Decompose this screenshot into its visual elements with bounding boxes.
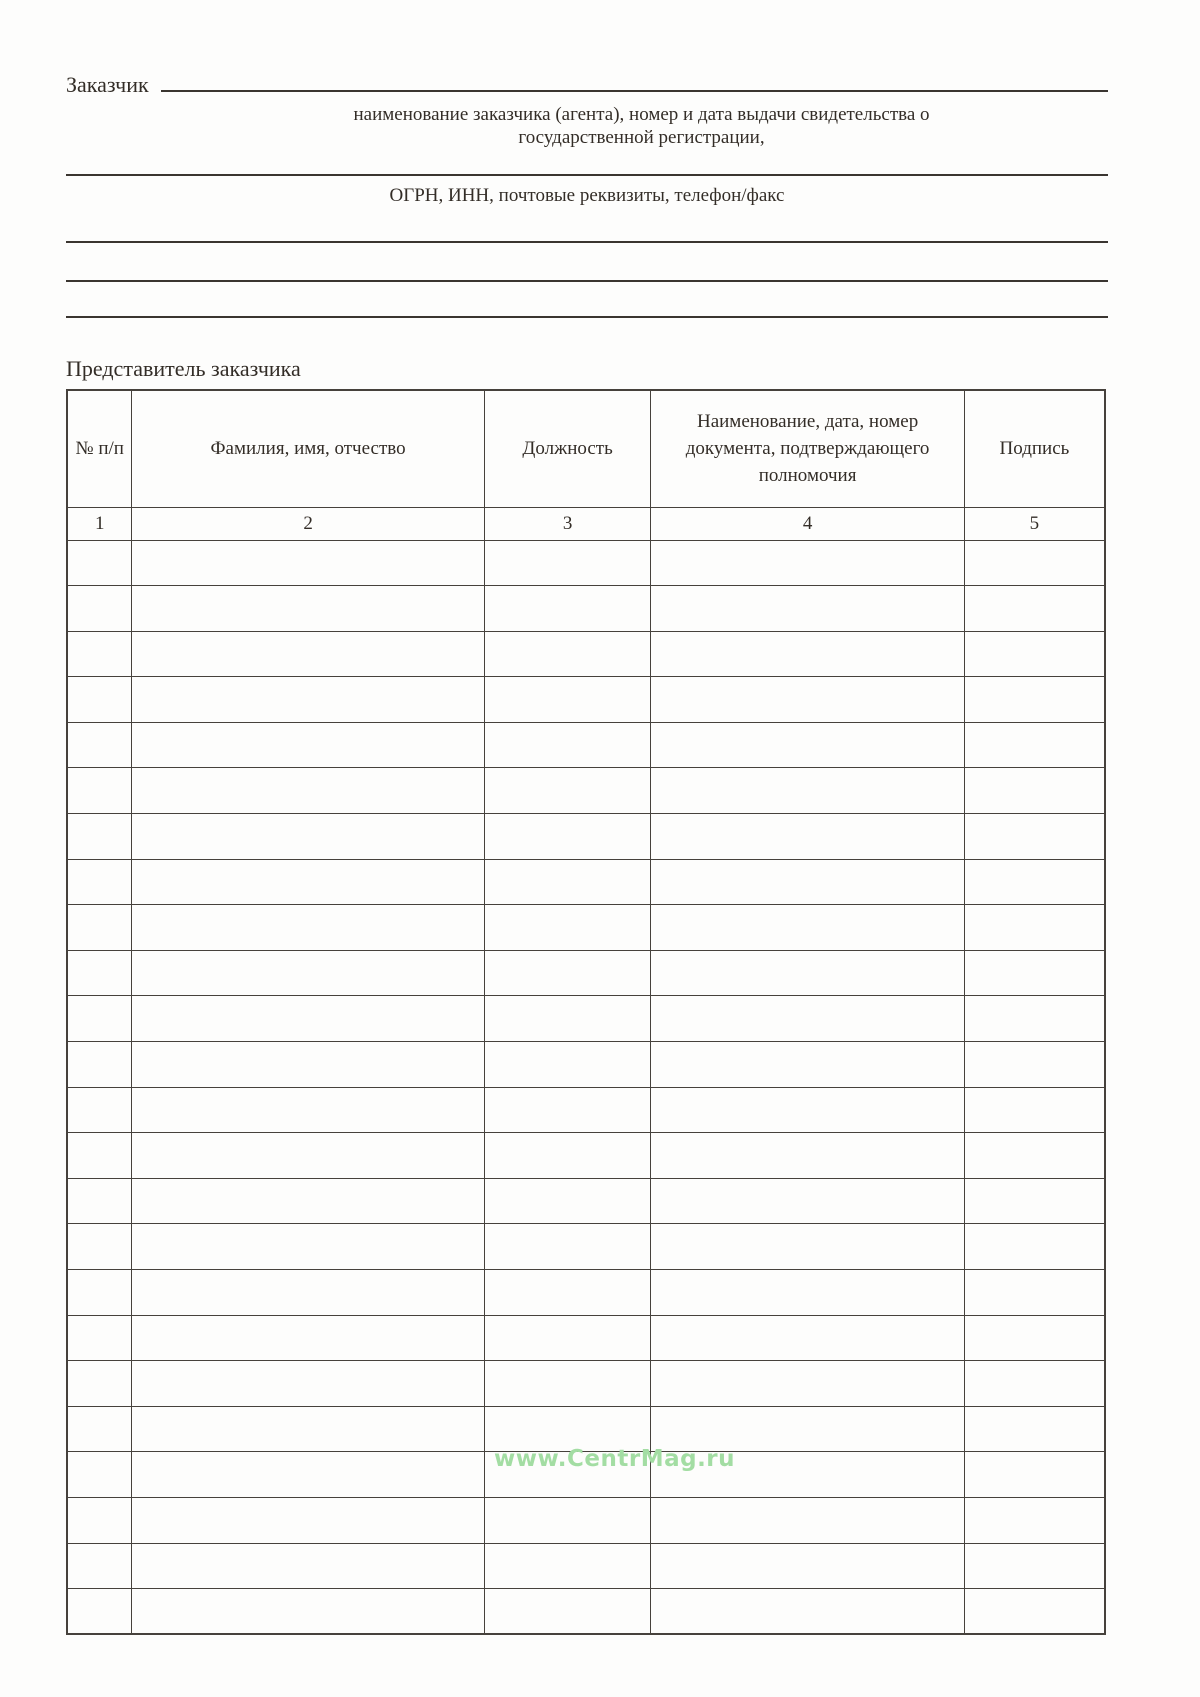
empty-cell bbox=[132, 1042, 484, 1088]
empty-cell bbox=[964, 768, 1105, 814]
empty-cell bbox=[484, 814, 651, 860]
empty-cell bbox=[651, 859, 964, 905]
empty-cell bbox=[964, 1406, 1105, 1452]
empty-cell bbox=[67, 1270, 132, 1316]
empty-cell bbox=[67, 1406, 132, 1452]
column-number: 4 bbox=[651, 507, 964, 540]
empty-cell bbox=[67, 1497, 132, 1543]
header-cell-name: Фамилия, имя, отчество bbox=[132, 390, 484, 507]
empty-cell bbox=[484, 1406, 651, 1452]
table-row bbox=[67, 950, 1105, 996]
header-cell-number: № п/п bbox=[67, 390, 132, 507]
blank-rule-line bbox=[66, 241, 1108, 243]
caption-registration-line2: государственной регистрации, bbox=[518, 127, 765, 148]
table-row bbox=[67, 814, 1105, 860]
table-row bbox=[67, 677, 1105, 723]
customer-field-row bbox=[66, 64, 1108, 99]
empty-cell bbox=[651, 1315, 964, 1361]
empty-cell bbox=[67, 631, 132, 677]
empty-cell bbox=[67, 586, 132, 632]
empty-cell bbox=[67, 950, 132, 996]
customer-field-caption bbox=[175, 103, 1108, 149]
section-heading: Представитель заказчика bbox=[66, 356, 301, 381]
table-row bbox=[67, 1178, 1105, 1224]
empty-cell bbox=[484, 1543, 651, 1589]
empty-cell bbox=[132, 859, 484, 905]
empty-cell bbox=[484, 677, 651, 723]
empty-cell bbox=[132, 1497, 484, 1543]
empty-cell bbox=[484, 1224, 651, 1270]
empty-cell bbox=[67, 540, 132, 586]
empty-cell bbox=[651, 631, 964, 677]
empty-cell bbox=[132, 768, 484, 814]
blank-rule-line bbox=[66, 280, 1108, 282]
empty-cell bbox=[651, 905, 964, 951]
empty-cell bbox=[484, 768, 651, 814]
empty-cell bbox=[651, 1178, 964, 1224]
empty-cell bbox=[651, 677, 964, 723]
empty-cell bbox=[651, 1224, 964, 1270]
empty-cell bbox=[651, 586, 964, 632]
empty-cell bbox=[484, 905, 651, 951]
empty-cell bbox=[651, 1497, 964, 1543]
customer-label: Заказчик bbox=[66, 72, 149, 97]
empty-cell bbox=[964, 905, 1105, 951]
empty-cell bbox=[67, 1361, 132, 1407]
empty-cell bbox=[651, 768, 964, 814]
empty-cell bbox=[484, 1133, 651, 1179]
header-cell-position: Должность bbox=[484, 390, 651, 507]
empty-cell bbox=[484, 996, 651, 1042]
empty-cell bbox=[964, 1133, 1105, 1179]
empty-cell bbox=[67, 814, 132, 860]
empty-cell bbox=[132, 1270, 484, 1316]
empty-cell bbox=[651, 540, 964, 586]
empty-cell bbox=[964, 722, 1105, 768]
table-row bbox=[67, 768, 1105, 814]
empty-cell bbox=[484, 859, 651, 905]
empty-cell bbox=[132, 1087, 484, 1133]
caption-ogrn: ОГРН, ИНН, почтовые реквизиты, телефон/факс bbox=[389, 185, 785, 206]
empty-cell bbox=[964, 1270, 1105, 1316]
empty-cell bbox=[132, 1315, 484, 1361]
empty-cell bbox=[484, 1087, 651, 1133]
empty-cell bbox=[132, 1133, 484, 1179]
blank-rule-line bbox=[66, 174, 1108, 176]
empty-cell bbox=[651, 1087, 964, 1133]
empty-cell bbox=[651, 722, 964, 768]
centrmag-watermark: www.CentrMag.ru bbox=[494, 1446, 736, 1472]
empty-cell bbox=[484, 1270, 651, 1316]
empty-cell bbox=[964, 586, 1105, 632]
empty-cell bbox=[964, 677, 1105, 723]
representatives-table bbox=[66, 389, 1106, 1635]
empty-cell bbox=[67, 768, 132, 814]
empty-cell bbox=[67, 1087, 132, 1133]
table-row bbox=[67, 1452, 1105, 1498]
column-number: 1 bbox=[67, 507, 132, 540]
empty-cell bbox=[964, 1589, 1105, 1635]
empty-cell bbox=[67, 1452, 132, 1498]
empty-cell bbox=[964, 1315, 1105, 1361]
empty-cell bbox=[484, 1497, 651, 1543]
empty-cell bbox=[132, 631, 484, 677]
empty-cell bbox=[964, 631, 1105, 677]
header-cell-signature: Подпись bbox=[964, 390, 1105, 507]
empty-cell bbox=[132, 814, 484, 860]
empty-cell bbox=[132, 586, 484, 632]
empty-cell bbox=[651, 1543, 964, 1589]
column-number-row bbox=[67, 507, 1105, 540]
empty-cell bbox=[484, 1452, 651, 1498]
empty-cell bbox=[132, 1178, 484, 1224]
empty-cell bbox=[651, 1270, 964, 1316]
empty-cell bbox=[132, 1452, 484, 1498]
empty-cell bbox=[484, 722, 651, 768]
empty-cell bbox=[651, 1361, 964, 1407]
empty-cell bbox=[484, 1042, 651, 1088]
table-row bbox=[67, 586, 1105, 632]
table-row bbox=[67, 1589, 1105, 1635]
table-row bbox=[67, 1224, 1105, 1270]
table-row bbox=[67, 1406, 1105, 1452]
column-number: 5 bbox=[964, 507, 1105, 540]
empty-cell bbox=[964, 1497, 1105, 1543]
empty-cell bbox=[484, 1178, 651, 1224]
table-row bbox=[67, 540, 1105, 586]
table-row bbox=[67, 859, 1105, 905]
column-number: 3 bbox=[484, 507, 651, 540]
empty-cell bbox=[651, 950, 964, 996]
customer-blank-line bbox=[161, 64, 1108, 92]
empty-cell bbox=[651, 1406, 964, 1452]
empty-cell bbox=[964, 540, 1105, 586]
empty-cell bbox=[67, 905, 132, 951]
table-row bbox=[67, 996, 1105, 1042]
empty-cell bbox=[67, 1543, 132, 1589]
empty-cell bbox=[651, 1133, 964, 1179]
empty-cell bbox=[67, 1133, 132, 1179]
table-row bbox=[67, 1087, 1105, 1133]
table-row bbox=[67, 1315, 1105, 1361]
table-row bbox=[67, 1270, 1105, 1316]
empty-cell bbox=[964, 1224, 1105, 1270]
empty-cell bbox=[132, 996, 484, 1042]
empty-cell bbox=[964, 996, 1105, 1042]
table-row bbox=[67, 722, 1105, 768]
caption-registration-line1: наименование заказчика (агента), номер и дата выдачи свидетельства о bbox=[353, 104, 930, 125]
empty-cell bbox=[132, 1589, 484, 1635]
empty-cell bbox=[67, 1178, 132, 1224]
empty-cell bbox=[651, 1452, 964, 1498]
empty-cell bbox=[964, 1543, 1105, 1589]
table-row bbox=[67, 905, 1105, 951]
table-row bbox=[67, 1042, 1105, 1088]
empty-cell bbox=[132, 540, 484, 586]
column-number: 2 bbox=[132, 507, 484, 540]
empty-cell bbox=[67, 1315, 132, 1361]
empty-cell bbox=[67, 1589, 132, 1635]
form-content bbox=[66, 0, 1108, 1635]
table-row bbox=[67, 1133, 1105, 1179]
empty-cell bbox=[132, 677, 484, 723]
empty-cell bbox=[964, 1361, 1105, 1407]
empty-cell bbox=[67, 722, 132, 768]
empty-cell bbox=[132, 1543, 484, 1589]
blank-rule-line bbox=[66, 316, 1108, 318]
empty-cell bbox=[651, 1589, 964, 1635]
empty-cell bbox=[484, 631, 651, 677]
empty-cell bbox=[67, 1224, 132, 1270]
table-row bbox=[67, 1361, 1105, 1407]
empty-cell bbox=[484, 1361, 651, 1407]
empty-cell bbox=[484, 950, 651, 996]
empty-cell bbox=[651, 1042, 964, 1088]
empty-cell bbox=[132, 1361, 484, 1407]
empty-cell bbox=[132, 1406, 484, 1452]
empty-cell bbox=[67, 859, 132, 905]
empty-cell bbox=[132, 905, 484, 951]
empty-cell bbox=[651, 996, 964, 1042]
empty-cell bbox=[132, 722, 484, 768]
empty-cell bbox=[964, 1452, 1105, 1498]
empty-cell bbox=[67, 1042, 132, 1088]
empty-cell bbox=[132, 1224, 484, 1270]
table-row bbox=[67, 631, 1105, 677]
empty-cell bbox=[484, 1589, 651, 1635]
empty-cell bbox=[964, 814, 1105, 860]
table-header-row bbox=[67, 390, 1105, 507]
empty-cell bbox=[651, 814, 964, 860]
empty-cell bbox=[964, 1042, 1105, 1088]
header-cell-document: Наименование, дата, номер документа, подтверждающего полномочия bbox=[651, 390, 964, 507]
empty-cell bbox=[484, 1315, 651, 1361]
empty-cell bbox=[132, 950, 484, 996]
empty-cell bbox=[964, 1178, 1105, 1224]
empty-cell bbox=[484, 540, 651, 586]
table-row bbox=[67, 1543, 1105, 1589]
empty-cell bbox=[964, 1087, 1105, 1133]
empty-cell bbox=[67, 677, 132, 723]
table-row bbox=[67, 1497, 1105, 1543]
representatives-table-body bbox=[67, 540, 1105, 1634]
empty-cell bbox=[964, 950, 1105, 996]
empty-cell bbox=[484, 586, 651, 632]
empty-cell bbox=[964, 859, 1105, 905]
empty-cell bbox=[67, 996, 132, 1042]
